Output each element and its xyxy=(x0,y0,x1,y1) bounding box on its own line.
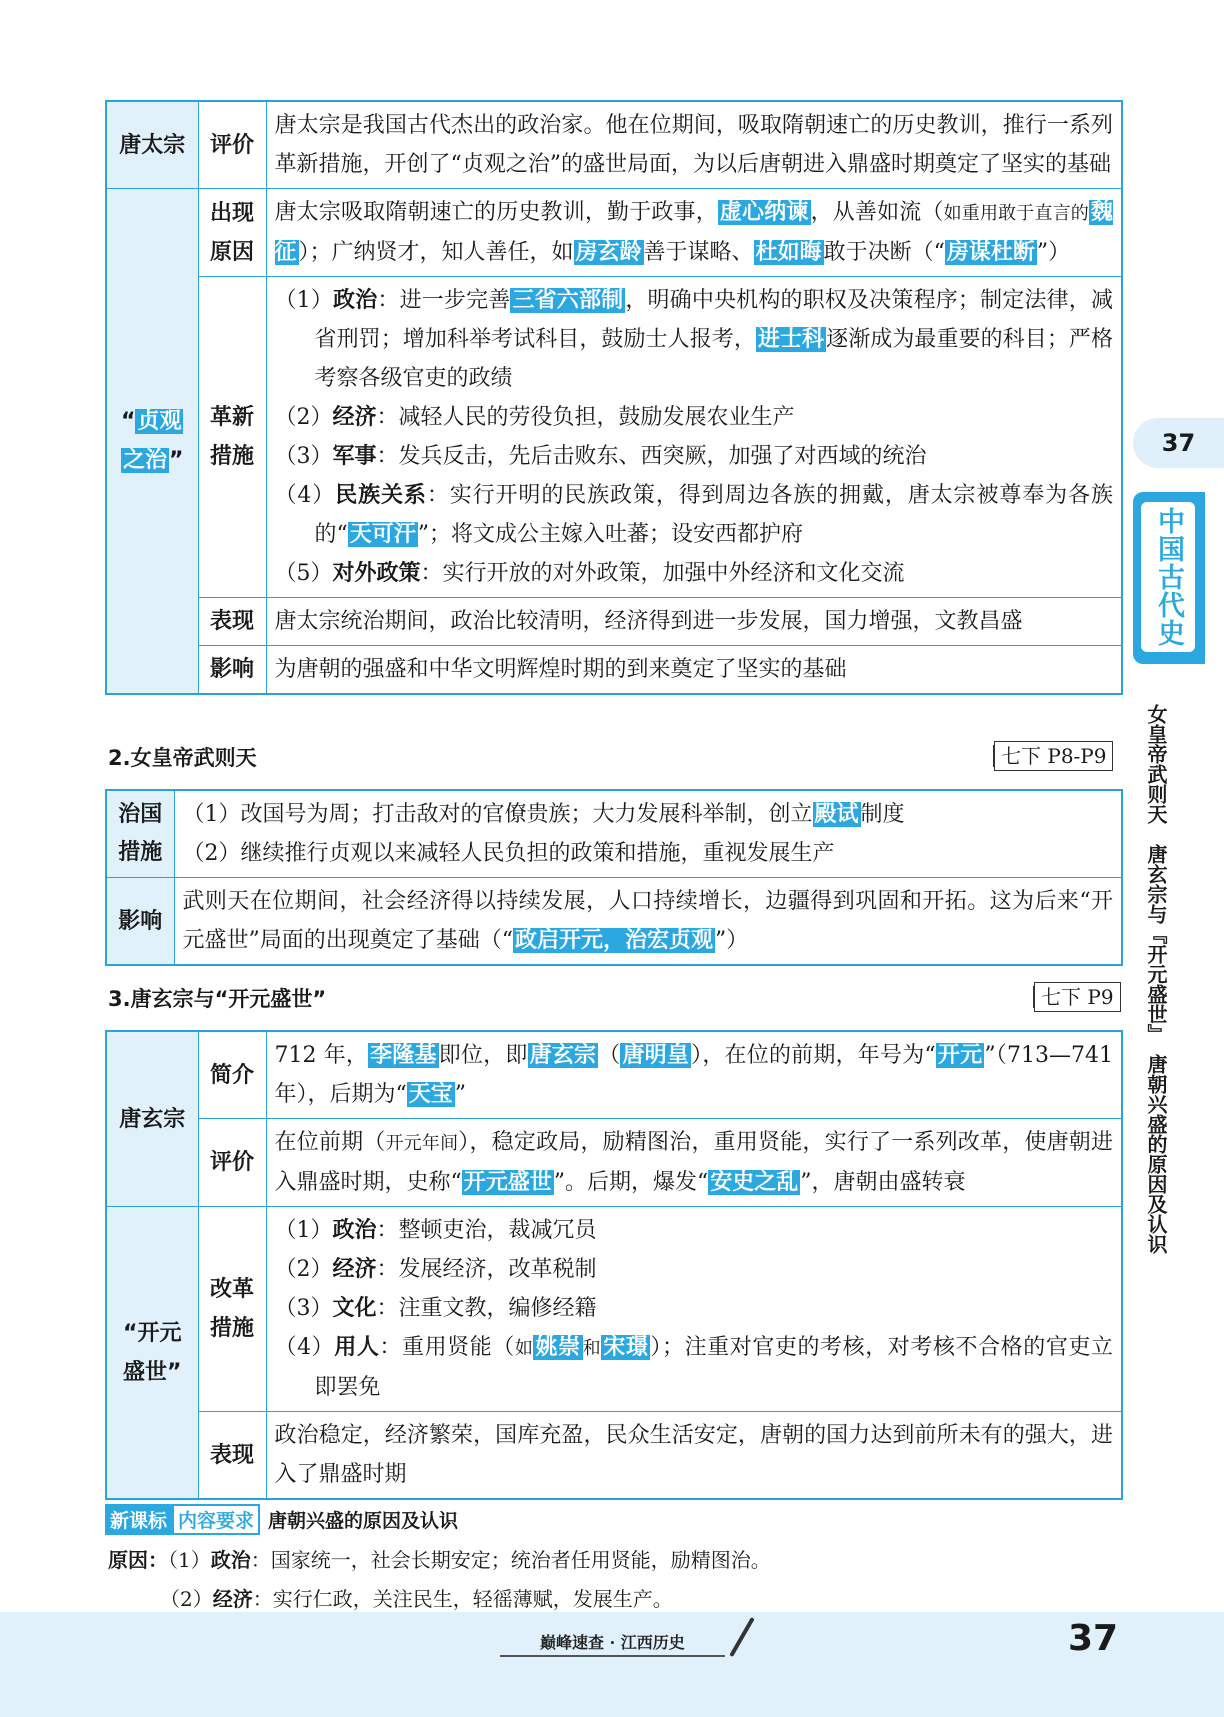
list-item: （1）改国号为周；打击敌对的官僚贵族；大力发展科举制，创立殿试制度 xyxy=(182,802,905,827)
highlight-tianbao: 天宝 xyxy=(408,1082,453,1107)
zhenguan-highlight-2: 之治 xyxy=(123,448,168,473)
highlight-tiankehan: 天可汗 xyxy=(349,522,416,547)
tang-taizong-label: 唐太宗 xyxy=(106,101,198,189)
table-row xyxy=(106,1207,1122,1412)
table-row xyxy=(106,878,1122,966)
cause-label: 出现原因 xyxy=(198,189,266,277)
list-item: （3）军事：发兵反击，先后击败东、西突厥，加强了对西域的统治 xyxy=(274,444,927,469)
influence-text: 为唐朝的强盛和中华文明辉煌时期的到来奠定了坚实的基础 xyxy=(266,646,1122,695)
section2-ref: 七下 P8-P9 xyxy=(994,741,1113,771)
quote-open: “ xyxy=(121,409,136,434)
section3-title: 3.唐玄宗与“开元盛世” xyxy=(108,987,327,1011)
evaluation-label: 评价 xyxy=(198,101,266,189)
xuanzong-table xyxy=(105,1030,1123,1500)
highlight-fangxuanling: 房玄龄 xyxy=(575,240,642,265)
eval-text-3: 在位前期（开元年间），稳定政局，励精图治，重用贤能，实行了一系列改革，使唐朝进入鼎盛时期，史称“开元盛世”。后期，爆发“安史之乱”，唐朝由盛转衰 xyxy=(266,1119,1122,1207)
performance-label: 表现 xyxy=(198,598,266,646)
list-item: （1）政治：进一步完善三省六部制，明确中央机构的职权及决策程序；制定法律，减省刑罚；增加科举考试科目，鼓励士人报考，进士科逐渐成为最重要的科目；严格考察各级官吏的政绩 xyxy=(274,288,1113,391)
footer-underline xyxy=(500,1655,725,1657)
cause-text: 唐太宗吸取隋朝速亡的历史教训，勤于政事，虚心纳谏，从善如流（如重用敢于直言的魏征）；广纳贤才，知人善任，如房玄龄善于谋略、杜如晦敢于决断（“房谋杜断”） xyxy=(266,189,1122,277)
highlight-xuxin: 虚心纳谏 xyxy=(719,200,809,225)
reform-list-3 xyxy=(266,1207,1122,1412)
section3-ref: 七下 P9 xyxy=(1034,982,1121,1012)
highlight-zhengqi: 政启开元，治宏贞观 xyxy=(515,928,714,953)
table-row xyxy=(106,1031,1122,1119)
xuanzong-table-wrap xyxy=(105,1030,1123,1500)
influence-text-2: 武则天在位期间，社会经济得以持续发展，人口持续增长，边疆得到巩固和开拓。这为后来“开元盛世”局面的出现奠定了基础（“政启开元，治宏贞观”） xyxy=(174,878,1122,966)
highlight-sansheng: 三省六部制 xyxy=(512,288,624,313)
curriculum-standard-header xyxy=(105,1504,458,1535)
section-tab xyxy=(1133,492,1205,664)
reform-list xyxy=(266,277,1122,598)
page-number: 37 xyxy=(1068,1618,1119,1659)
table-row xyxy=(106,790,1122,878)
highlight-jinshike: 进士科 xyxy=(757,327,825,352)
highlight-mingnhuang: 唐明皇 xyxy=(622,1043,690,1068)
eval-label-3: 评价 xyxy=(198,1119,266,1207)
list-item: （4）用人：重用贤能（如姚崇 和宋璟）；注重对官吏的考核，对考核不合格的官吏立即罢免 xyxy=(274,1335,1114,1400)
highlight-xuanzong: 唐玄宗 xyxy=(529,1043,597,1068)
side-topic-text: 女皇帝武则天 唐玄宗与『开元盛世』 唐朝兴盛的原因及认识 xyxy=(1144,704,1168,1254)
table-row xyxy=(106,646,1122,695)
wu-zetian-table xyxy=(105,789,1123,966)
standard-tag-2: 内容要求 xyxy=(172,1504,260,1535)
evaluation-text: 唐太宗是我国古代杰出的政治家。他在位期间，吸取隋朝速亡的历史教训，推行一系列革新措施，开创了“贞观之治”的盛世局面，为以后唐朝进入鼎盛时期奠定了坚实的基础 xyxy=(266,101,1122,189)
section2-title: 2.女皇帝武则天 xyxy=(108,746,257,770)
highlight-fangmoudu: 房谋杜断 xyxy=(946,240,1035,265)
xuanzong-label: 唐玄宗 xyxy=(106,1031,198,1207)
zhenguan-label xyxy=(106,189,198,695)
governance-list xyxy=(174,790,1122,878)
table-row xyxy=(106,598,1122,646)
list-item: （2）经济：发展经济，改革税制 xyxy=(274,1257,597,1282)
standard-paragraph-1: 原因：（1）政治：国家统一，社会长期安定；统治者任用贤能，励精图治。 xyxy=(108,1548,771,1572)
list-item: （5）对外政策：实行开放的对外政策，加强中外经济和文化交流 xyxy=(274,561,905,586)
table-row xyxy=(106,1412,1122,1500)
highlight-kaiyuanshengshi: 开元盛世 xyxy=(463,1170,552,1195)
reform-label: 革新措施 xyxy=(198,277,266,598)
table-row xyxy=(106,1119,1122,1207)
standard-tag: 新课标 xyxy=(105,1504,172,1535)
wu-zetian-table-wrap xyxy=(105,789,1123,966)
standard-title: 唐朝兴盛的原因及认识 xyxy=(268,1510,459,1532)
highlight-anshi: 安史之乱 xyxy=(710,1170,799,1195)
governance-label: 治国措施 xyxy=(106,790,174,878)
table-row xyxy=(106,101,1122,189)
list-item: （2）继续推行贞观以来减轻人民负担的政策和措施，重视发展生产 xyxy=(182,841,835,866)
list-item: （3）文化：注重文教，编修经籍 xyxy=(274,1296,597,1321)
section-tab-label: 中国古代史 xyxy=(1141,502,1195,652)
footer-band xyxy=(0,1612,1224,1717)
table-row xyxy=(106,277,1122,598)
influence-label-2: 影响 xyxy=(106,878,174,966)
tang-taizong-table xyxy=(105,100,1123,695)
kaiyuan-label: “开元盛世” xyxy=(106,1207,198,1500)
zhenguan-highlight-1: 贞观 xyxy=(137,409,182,434)
performance-text-3: 政治稳定，经济繁荣，国库充盈，民众生活安定，唐朝的国力达到前所未有的强大，进入了鼎盛时期 xyxy=(266,1412,1122,1500)
page-tab: 37 xyxy=(1133,418,1224,468)
highlight-yaochong: 姚崇 xyxy=(535,1335,581,1360)
intro-text: 712 年，李隆基即位，即唐玄宗（唐明皇），在位的前期，年号为“开元”（713—741 年），后期为“天宝” xyxy=(266,1031,1122,1119)
tang-taizong-table-wrap xyxy=(105,100,1123,695)
intro-label: 简介 xyxy=(198,1031,266,1119)
highlight-songjing: 宋璟 xyxy=(603,1335,649,1360)
list-item: （4）民族关系：实行开明的民族政策，得到周边各族的拥戴，唐太宗被尊奉为各族的“天可汗”；将文成公主嫁入吐蕃；设安西都护府 xyxy=(274,483,1113,547)
list-item: （2）经济：减轻人民的劳役负担，鼓励发展农业生产 xyxy=(274,405,795,430)
highlight-duruhui: 杜如晦 xyxy=(755,240,822,265)
reform-label-3: 改革措施 xyxy=(198,1207,266,1412)
highlight-kaiyuan: 开元 xyxy=(937,1043,983,1068)
highlight-dianshi: 殿试 xyxy=(814,802,859,827)
influence-label: 影响 xyxy=(198,646,266,695)
list-item: （1）政治：整顿吏治，裁减冗员 xyxy=(274,1218,597,1243)
quote-close: ” xyxy=(169,448,184,473)
highlight-weizheng: 魏征 xyxy=(274,200,1113,265)
footer-brand: 巅峰速查 · 江西历史 xyxy=(540,1633,685,1652)
table-row xyxy=(106,189,1122,277)
standard-paragraph-2: （2）经济：实行仁政，关注民生，轻徭薄赋，发展生产。 xyxy=(160,1587,673,1611)
performance-text: 唐太宗统治期间，政治比较清明，经济得到进一步发展，国力增强，文教昌盛 xyxy=(266,598,1122,646)
highlight-lilongji: 李隆基 xyxy=(370,1043,437,1068)
performance-label-3: 表现 xyxy=(198,1412,266,1500)
